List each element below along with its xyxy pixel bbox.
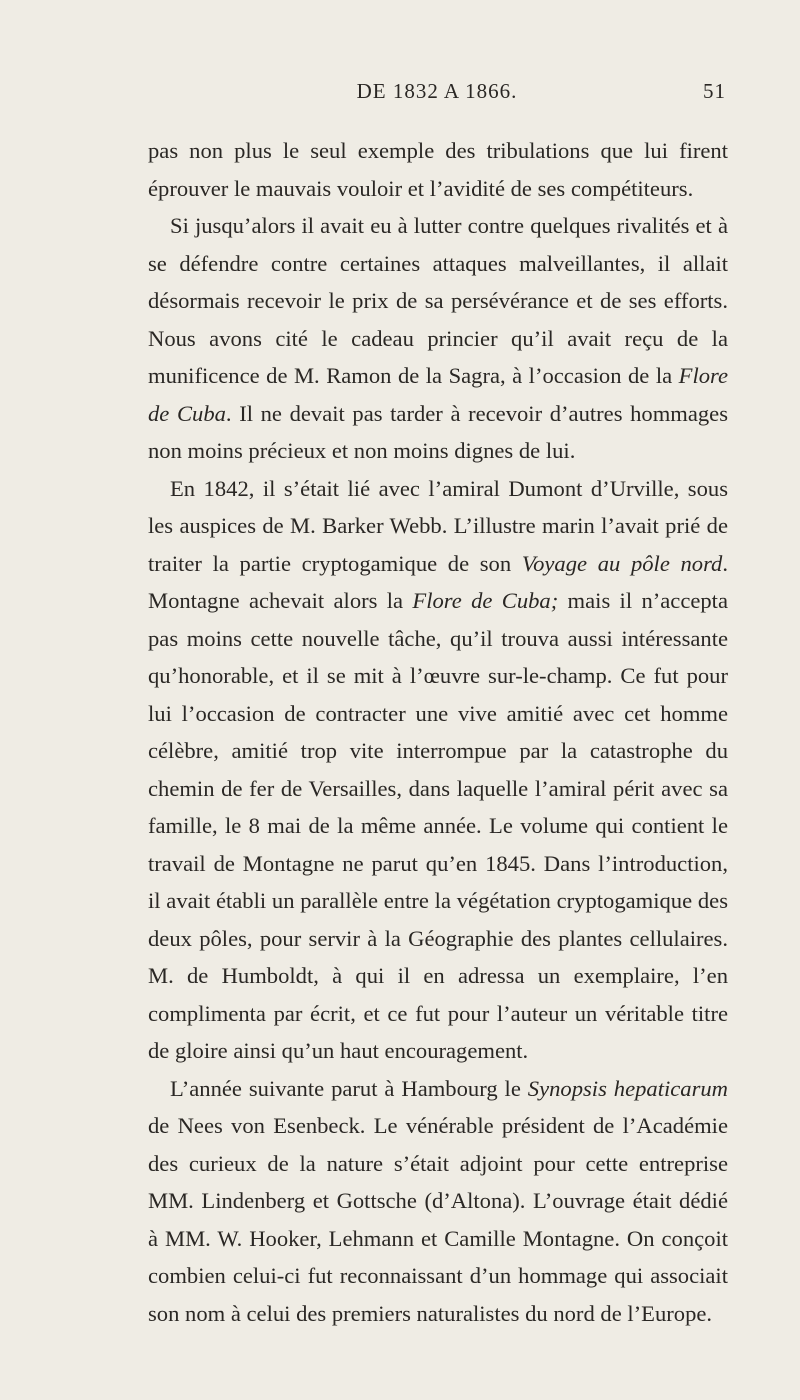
page-header xyxy=(148,79,726,107)
page-number: 51 xyxy=(703,79,726,103)
text-run: Si jusqu’alors il avait eu à lutter contre quelques rivalités et à se défendre contre certaines attaques malveillantes, il allait désormais recevoir le prix de sa persévérance et de ses efforts. Nous avons cité le cadeau princier qu’il avait reçu de la munificence de M. Ramon de la Sagra, à l’occasion de la xyxy=(148,213,728,388)
italic-title: Voyage au pôle nord xyxy=(521,550,723,576)
paragraph xyxy=(148,1070,728,1333)
paragraph xyxy=(148,132,728,207)
text-run: . Montagne achevait alors la xyxy=(148,550,729,613)
text-run: . Il ne devait pas tarder à recevoir d’autres hommages non moins précieux et non moins dignes de lui. xyxy=(148,400,728,463)
italic-title: Synopsis hepaticarum xyxy=(527,1075,728,1101)
italic-title: Flore de Cuba; xyxy=(412,588,559,613)
paragraph xyxy=(148,470,728,1070)
text-run: de Nees von Esenbeck. Le vénérable président de l’Académie des curieux de la nature s’était adjoint pour cette entreprise MM. Lindenberg et Gottsche (d’Altona). L’ouvrage était dédié à MM. W. Hooker, Lehmann et Camille Montagne. On conçoit combien celui-ci fut reconnaissant d’un hommage qui associait son nom à celui des premiers naturalistes du nord de l’Europe. xyxy=(148,1113,728,1326)
paragraph xyxy=(148,207,728,470)
italic-title: Flore de Cuba xyxy=(148,363,728,426)
text-run: pas non plus le seul exemple des tribulations que lui firent éprouver le mauvais vouloir et l’avidité de ses compétiteurs. xyxy=(148,138,728,201)
text-run: mais il n’accepta pas moins cette nouvelle tâche, qu’il trouva aussi intéressante qu’honorable, et il se mit à l’œuvre sur-le-champ. Ce fut pour lui l’occasion de contracter une vive amitié avec cet homme célèbre, amitié trop vite interrompue par la catastrophe du chemin de fer de Versailles, dans laquelle l’amiral périt avec sa famille, le 8 mai de la même année. Le volume qui contient le travail de Montagne ne parut qu’en 1845. Dans l’introduction, il avait établi un parallèle entre la végétation cryptogamique des deux pôles, pour servir à la Géographie des plantes cellulaires. M. de Humboldt, à qui il en adressa un exemplaire, l’en complimenta par écrit, et ce fut pour l’auteur un véritable titre de gloire ainsi qu’un haut encouragement. xyxy=(148,588,728,1063)
running-head: DE 1832 A 1866. xyxy=(356,79,518,103)
text-run: En 1842, il s’était lié avec l’amiral Dumont d’Urville, sous les auspices de M. Barker Webb. L’illustre marin l’avait prié de traiter la partie cryptogamique de son xyxy=(148,475,728,576)
body-text xyxy=(148,132,728,1332)
text-run: L’année suivante parut à Hambourg le xyxy=(170,1075,528,1101)
